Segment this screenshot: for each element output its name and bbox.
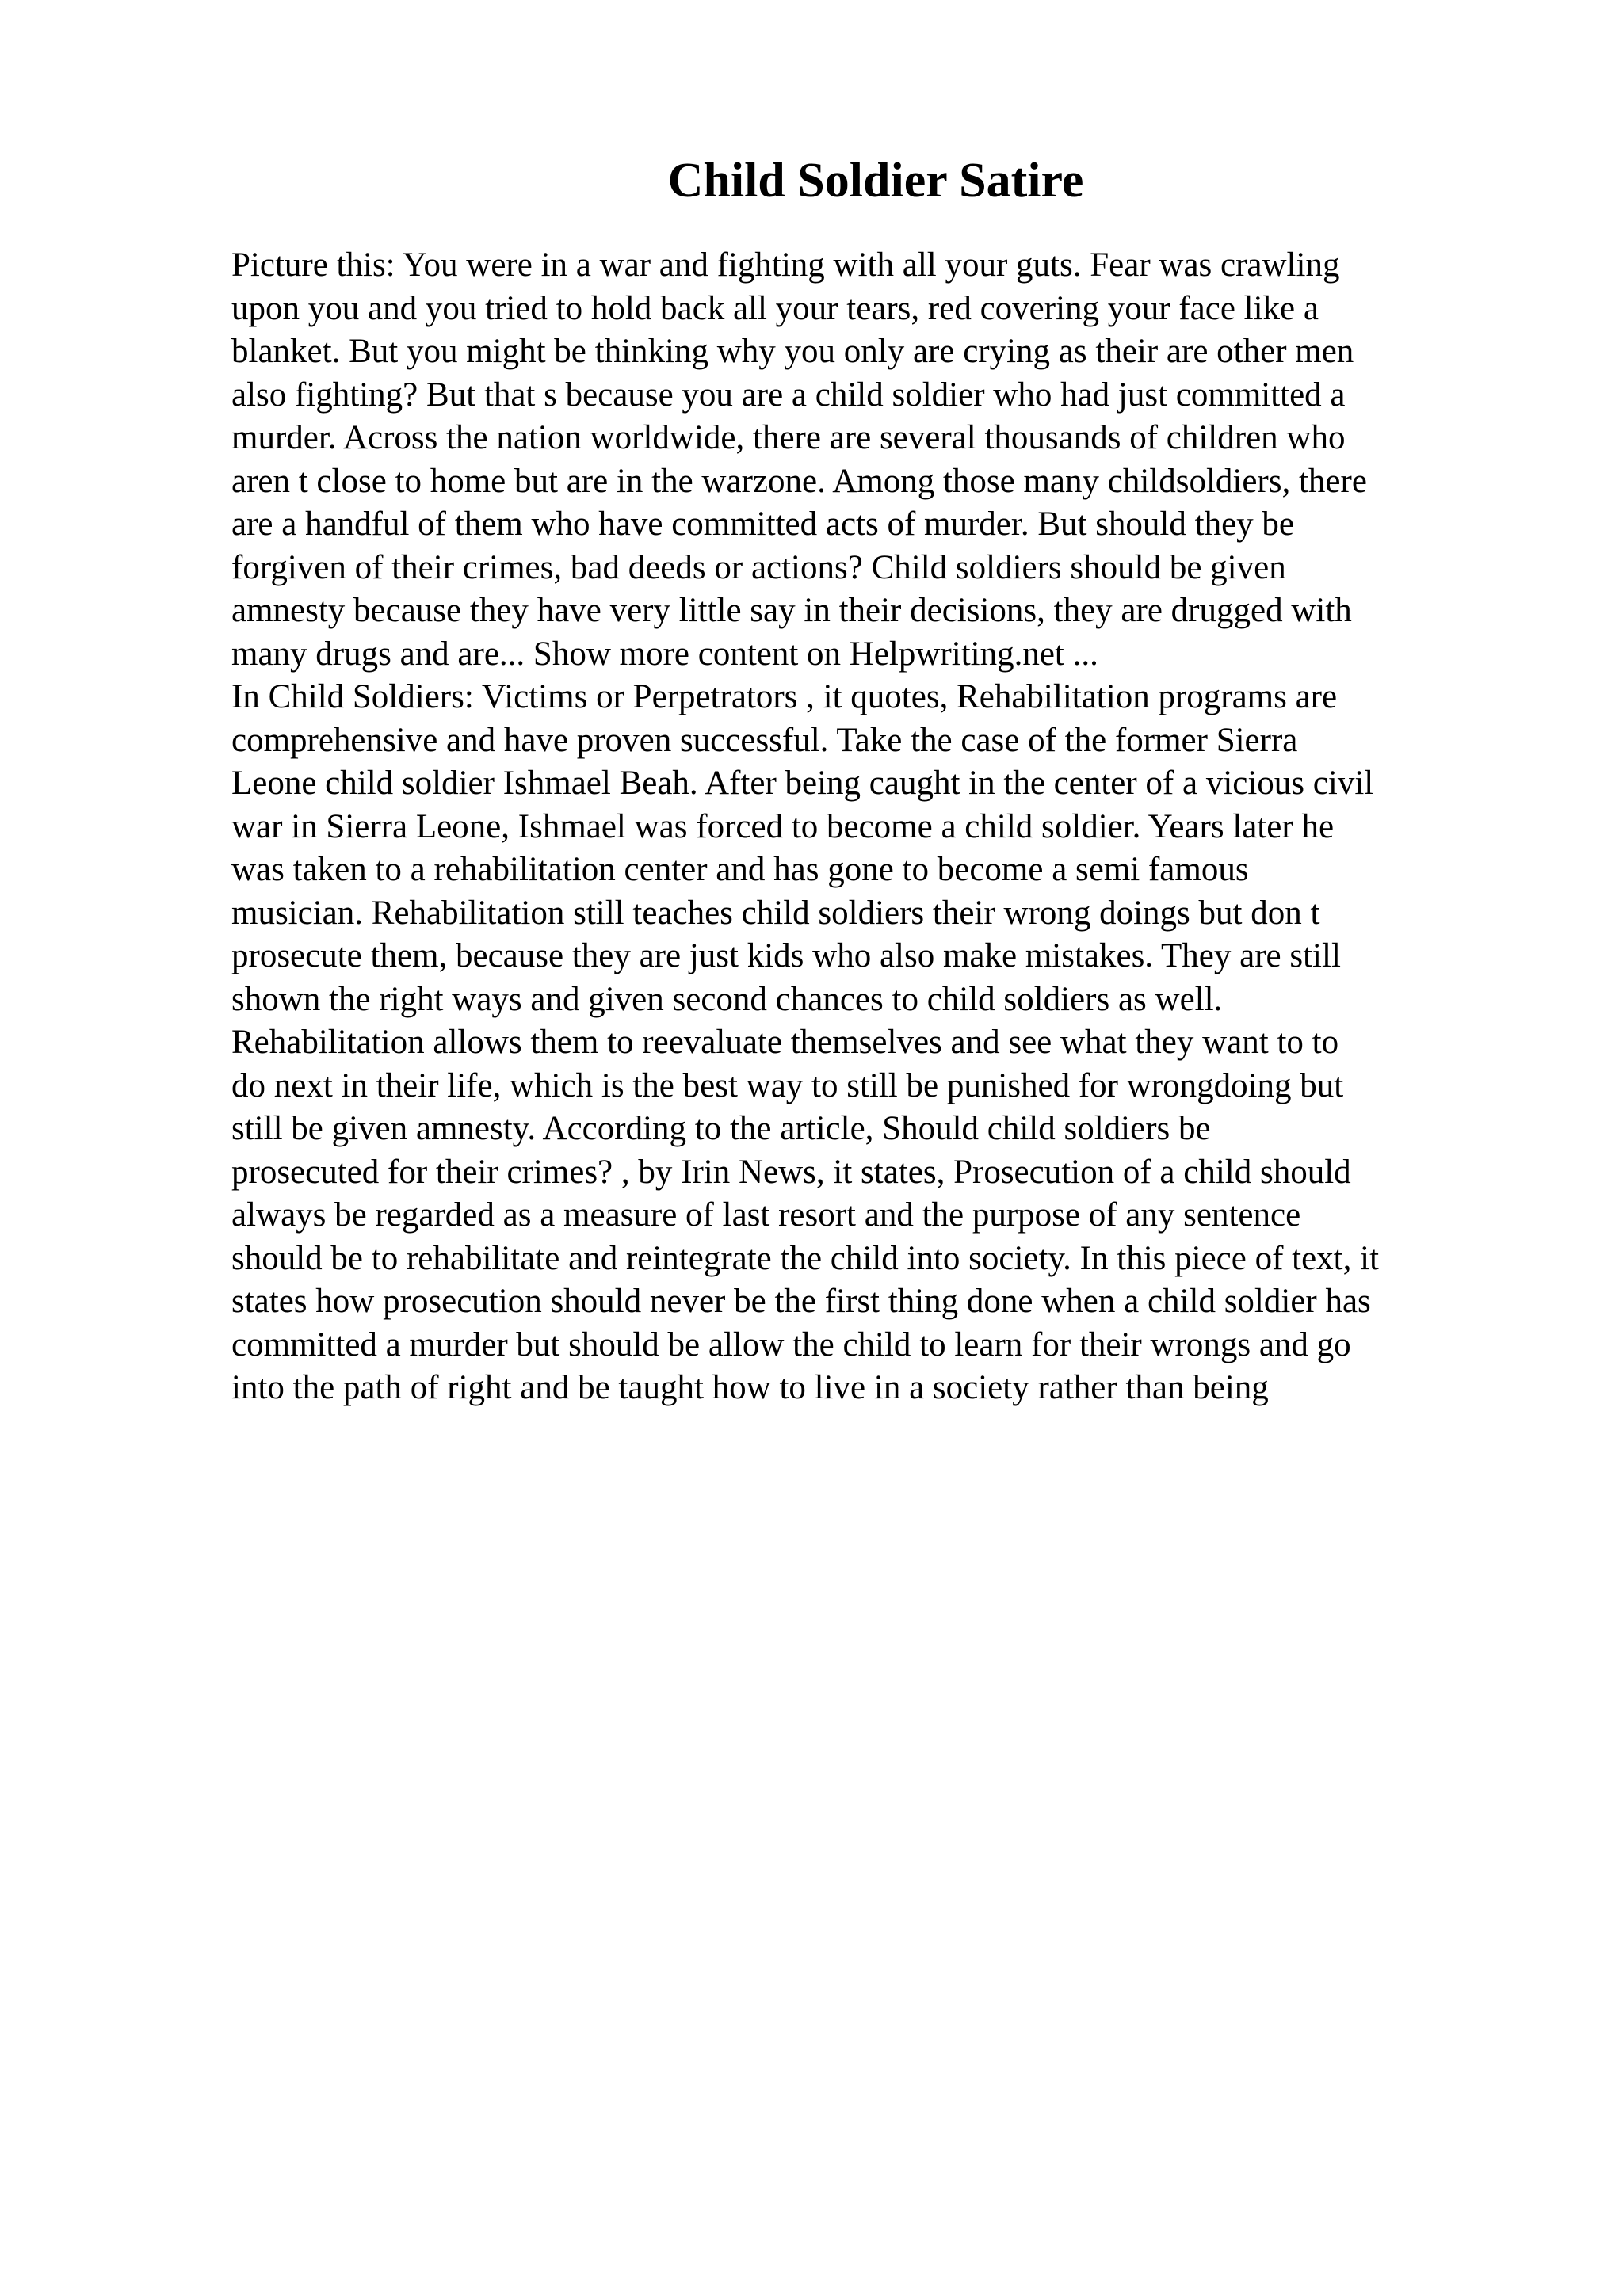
text-line: musician. Rehabilitation still teaches child soldiers their wrong doings but don t bbox=[231, 894, 1320, 932]
text-line: In Child Soldiers: Victims or Perpetrators , it quotes, Rehabilitation programs are bbox=[231, 678, 1338, 715]
text-line: Picture this: You were in a war and fighting with all your guts. Fear was crawling bbox=[231, 246, 1340, 284]
text-line: do next in their life, which is the best way to still be punished for wrongdoing but bbox=[231, 1066, 1344, 1104]
text-line: still be given amnesty. According to the article, Should child soldiers be bbox=[231, 1110, 1211, 1147]
text-line: Rehabilitation allows them to reevaluate themselves and see what they want to to bbox=[231, 1024, 1339, 1061]
text-line: amnesty because they have very little say in their decisions, they are drugged with bbox=[231, 592, 1352, 629]
text-line: states how prosecution should never be the first thing done when a child soldier has bbox=[231, 1283, 1371, 1320]
text-line: murder. Across the nation worldwide, there are several thousands of children who bbox=[231, 419, 1346, 456]
text-line: blanket. But you might be thinking why you only are crying as their are other men bbox=[231, 333, 1354, 370]
text-line: prosecuted for their crimes? , by Irin News, it states, Prosecution of a child should bbox=[231, 1153, 1351, 1191]
text-line: war in Sierra Leone, Ishmael was forced to become a child soldier. Years later he bbox=[231, 807, 1335, 845]
text-line: should be to rehabilitate and reintegrate the child into society. In this piece of text, it bbox=[231, 1239, 1380, 1277]
text-line: shown the right ways and given second chances to child soldiers as well. bbox=[231, 980, 1223, 1018]
text-line: was taken to a rehabilitation center and has gone to become a semi famous bbox=[231, 851, 1249, 888]
text-line: comprehensive and have proven successful. Take the case of the former Sierra bbox=[231, 721, 1298, 759]
text-line: many drugs and are... Show more content on Helpwriting.net ... bbox=[231, 635, 1098, 673]
document-body bbox=[231, 244, 1499, 1410]
text-line: are a handful of them who have committed acts of murder. But should they be bbox=[231, 505, 1294, 543]
text-line: Leone child soldier Ishmael Beah. After being caught in the center of a vicious civil bbox=[231, 765, 1374, 802]
text-line: aren t close to home but are in the warzone. Among those many childsoldiers, there bbox=[231, 462, 1367, 500]
text-line: into the path of right and be taught how to live in a society rather than being bbox=[231, 1369, 1269, 1406]
text-line: committed a murder but should be allow the child to learn for their wrongs and go bbox=[231, 1325, 1351, 1363]
text-line: forgiven of their crimes, bad deeds or actions? Child soldiers should be given bbox=[231, 548, 1286, 586]
text-line: also fighting? But that s because you are a child soldier who had just committed a bbox=[231, 376, 1346, 414]
text-line: upon you and you tried to hold back all your tears, red covering your face like a bbox=[231, 289, 1319, 327]
document-title: Child Soldier Satire bbox=[667, 154, 1084, 208]
text-line: always be regarded as a measure of last resort and the purpose of any sentence bbox=[231, 1196, 1301, 1234]
text-line: prosecute them, because they are just kids who also make mistakes. They are still bbox=[231, 937, 1341, 974]
